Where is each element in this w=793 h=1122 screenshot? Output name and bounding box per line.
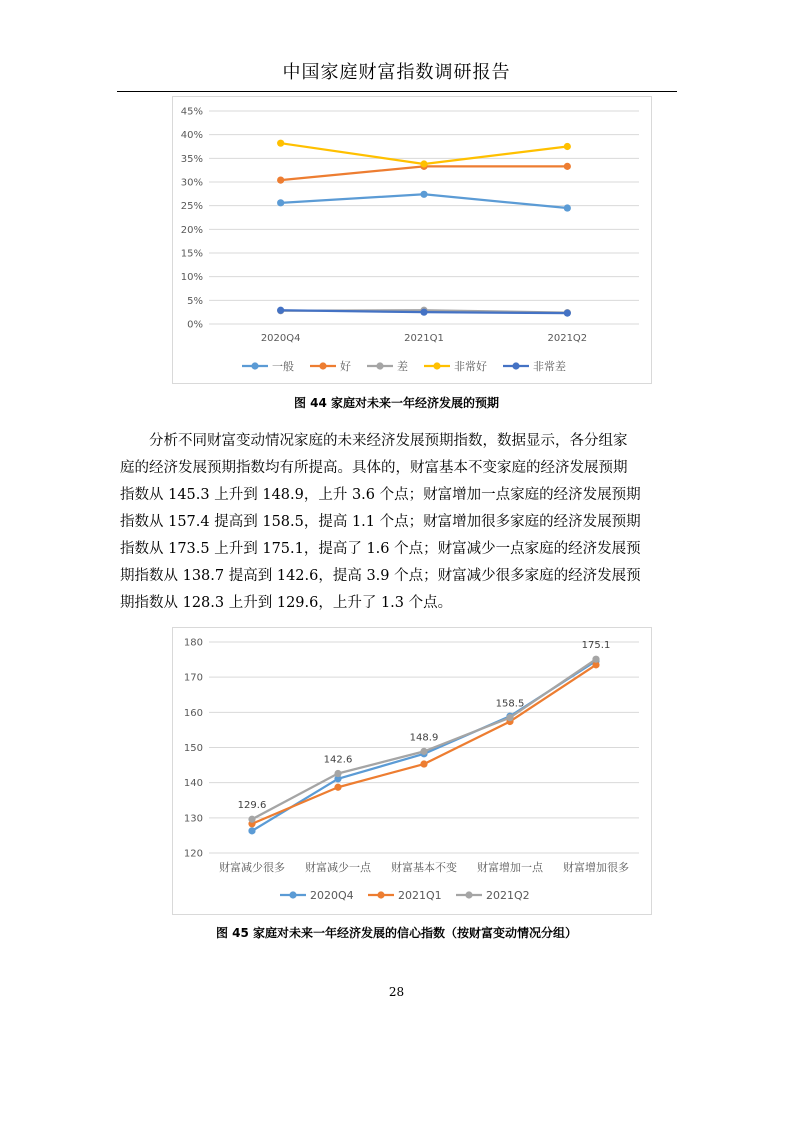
y-tick-label: 20% [180,224,203,236]
data-label: 148.9 [409,732,439,744]
chart-45 [173,628,651,914]
y-tick-label: 150 [183,743,203,754]
data-point [334,770,341,777]
data-point [277,199,284,206]
legend-marker [377,891,384,898]
data-label: 175.1 [581,640,611,652]
series-line [252,661,596,831]
x-tick-label: 2020Q4 [260,333,301,344]
y-tick-label: 160 [183,707,203,719]
legend-label: 2021Q1 [398,889,442,902]
chart-44-caption: 图 44 家庭对未来一年经济发展的预期 [293,396,500,410]
legend-marker [433,362,440,369]
chart-45-container [172,627,652,915]
x-tick-label: 财富减少很多 [219,861,285,874]
header-rule [117,91,677,92]
x-tick-label: 财富增加一点 [477,861,543,874]
page-number: 28 [388,985,405,999]
data-point [277,307,284,314]
legend-label: 非常好 [454,360,487,373]
paragraph-line: 期指数从 138.7 提高到 142.6，提高 3.9 个点；财富减少很多家庭的经济发展预 [120,568,641,584]
paragraph-line: 庭的经济发展预期指数均有所提高。具体的，财富基本不变家庭的经济发展预期 [120,460,628,476]
data-label: 129.6 [237,800,267,812]
y-tick-label: 0% [187,319,203,331]
y-tick-label: 170 [183,672,203,684]
data-point [420,760,427,767]
legend-label: 差 [397,360,408,373]
paragraph-line: 指数从 157.4 提高到 158.5，提高 1.1 个点；财富增加很多家庭的经济发展预期 [120,514,641,530]
x-tick-label: 2021Q2 [547,333,588,344]
x-tick-label: 2021Q1 [404,333,444,344]
data-point [592,656,599,663]
legend-marker [319,362,326,369]
data-point [248,827,255,834]
legend-label: 非常差 [533,360,566,373]
legend-label: 一般 [272,360,294,373]
x-tick-label: 财富增加很多 [563,861,629,874]
legend-marker [465,891,472,898]
legend-marker [512,362,519,369]
y-tick-label: 140 [183,778,203,790]
y-tick-label: 120 [183,848,203,860]
y-tick-label: 40% [180,130,203,142]
data-point [564,143,571,150]
data-point [277,177,284,184]
x-tick-label: 财富减少一点 [305,861,371,874]
y-tick-label: 45% [180,106,203,118]
data-point [277,140,284,147]
analysis-paragraph [120,428,675,617]
legend-label: 2020Q4 [310,889,354,902]
y-tick-label: 15% [180,248,203,260]
data-point [420,748,427,755]
y-tick-label: 25% [180,201,203,213]
data-point [334,784,341,791]
y-tick-label: 180 [183,637,203,649]
data-point [564,163,571,170]
chart-45-caption: 图 45 家庭对未来一年经济发展的信心指数（按财富变动情况分组） [215,926,578,940]
data-label: 158.5 [495,698,525,710]
data-point [420,191,427,198]
legend-label: 2021Q2 [486,889,530,902]
data-point [248,816,255,823]
data-point [420,160,427,167]
data-label: 142.6 [323,754,353,766]
legend-marker [376,362,383,369]
data-point [564,310,571,317]
y-tick-label: 130 [183,813,203,825]
paragraph-line: 指数从 145.3 上升到 148.9，上升 3.6 个点；财富增加一点家庭的经济发展预期 [120,487,641,503]
paragraph-line: 指数从 173.5 上升到 175.1，提高了 1.6 个点；财富减少一点家庭的经济发展预 [120,541,641,557]
paragraph-line: 期指数从 128.3 上升到 129.6，上升了 1.3 个点。 [120,595,453,611]
y-tick-label: 35% [180,153,203,165]
chart-44-container [172,96,652,384]
chart-44 [173,97,651,383]
y-tick-label: 30% [180,177,203,189]
page-header-title: 中国家庭财富指数调研报告 [282,62,511,83]
x-tick-label: 财富基本不变 [391,861,457,874]
data-point [506,714,513,721]
legend-label: 好 [340,360,351,373]
data-point [420,309,427,316]
data-point [564,204,571,211]
legend-marker [289,891,296,898]
legend-marker [251,362,258,369]
y-tick-label: 10% [180,272,203,284]
paragraph-line: 分析不同财富变动情况家庭的未来经济发展预期指数，数据显示，各分组家 [149,433,628,449]
y-tick-label: 5% [187,295,203,307]
